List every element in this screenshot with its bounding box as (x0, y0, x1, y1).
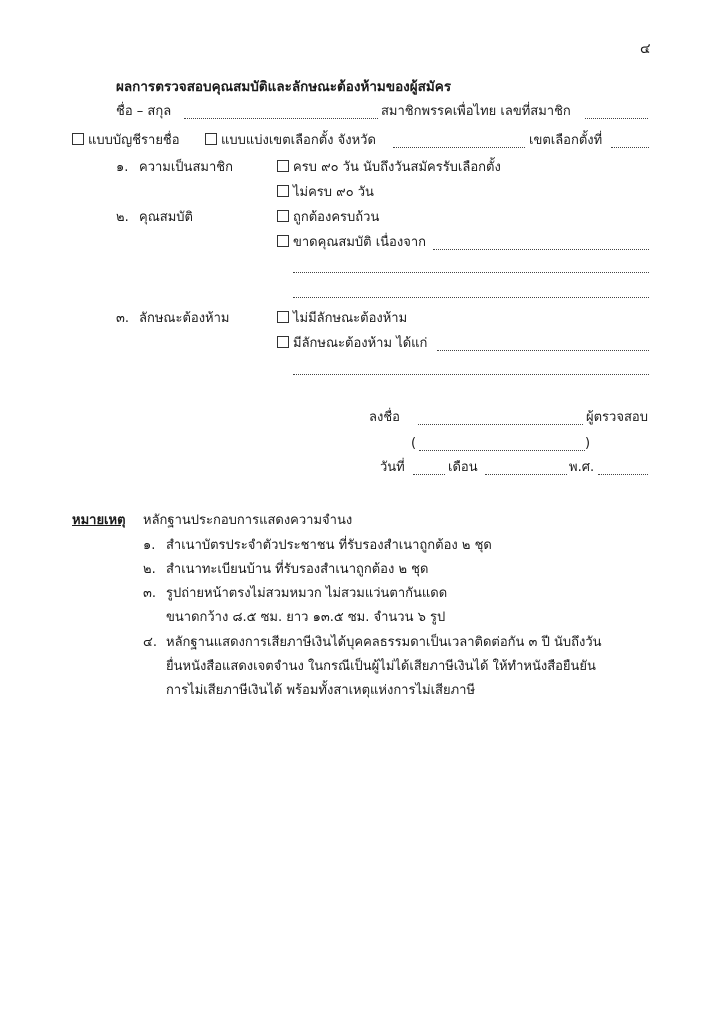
close-paren: ) (585, 436, 591, 451)
reason-field-line[interactable] (293, 272, 649, 273)
item-label: ความเป็นสมาชิก (139, 160, 233, 175)
month-field[interactable] (485, 474, 567, 475)
list-checkbox[interactable] (72, 133, 84, 145)
option-label: ถูกต้องครบถ้วน (293, 210, 380, 225)
list-option-label: แบบบัญชีรายชื่อ (88, 133, 180, 148)
date-label: วันที่ (380, 460, 405, 475)
option-row (277, 310, 407, 328)
item-number: ๑. (116, 160, 129, 175)
district-label: เขตเลือกตั้งที่ (529, 133, 603, 148)
year-field[interactable] (598, 474, 648, 475)
note-number: ๔. (143, 635, 157, 650)
item-label: คุณสมบัติ (139, 210, 193, 225)
constituency-checkbox[interactable] (205, 133, 217, 145)
note-line: รูปถ่ายหน้าตรงไม่สวมหมวก ไม่สวมแว่นตากันแดด (166, 586, 448, 601)
option-checkbox[interactable] (277, 210, 289, 222)
printed-name-field[interactable] (419, 450, 585, 451)
member-label: สมาชิกพรรคเพื่อไทย เลขที่สมาชิก (381, 104, 571, 119)
prohibition-field-line[interactable] (293, 374, 649, 375)
note-line: สำเนาทะเบียนบ้าน ที่รับรองสำเนาถูกต้อง ๒ ชุด (166, 562, 429, 577)
reason-field-line[interactable] (293, 297, 649, 298)
year-label: พ.ศ. (569, 460, 595, 475)
note-line: ขนาดกว้าง ๘.๕ ซม. ยาว ๑๓.๕ ซม. จำนวน ๖ รูป (166, 610, 446, 625)
option-row (277, 184, 374, 202)
item-label: ลักษณะต้องห้าม (139, 311, 230, 326)
note-line: หลักฐานแสดงการเสียภาษีเงินได้บุคคลธรรมดาเป็นเวลาติดต่อกัน ๓ ปี นับถึงวัน (166, 635, 602, 650)
note-number: ๑. (143, 538, 156, 553)
item-number: ๒. (116, 210, 129, 225)
sign-label: ลงชื่อ (369, 410, 400, 425)
option-row (277, 335, 427, 353)
open-paren: ( (411, 436, 417, 451)
province-field[interactable] (393, 147, 525, 148)
note-number: ๒. (143, 562, 156, 577)
constituency-option (205, 132, 376, 150)
option-checkbox[interactable] (277, 185, 289, 197)
constituency-option-label: แบบแบ่งเขตเลือกตั้ง จังหวัด (221, 133, 376, 148)
note-line: สำเนาบัตรประจำตัวประชาชน ที่รับรองสำเนาถูกต้อง ๒ ชุด (166, 538, 492, 553)
option-row (277, 234, 426, 252)
option-checkbox[interactable] (277, 336, 289, 348)
option-row (277, 209, 379, 227)
month-label: เดือน (448, 460, 478, 475)
note-line: การไม่เสียภาษีเงินได้ พร้อมทั้งสาเหตุแห่งการไม่เสียภาษี (166, 683, 476, 698)
option-label: ไม่ครบ ๙๐ วัน (293, 185, 374, 200)
option-label: ไม่มีลักษณะต้องห้าม (293, 311, 408, 326)
day-field[interactable] (413, 474, 445, 475)
note-intro: หลักฐานประกอบการแสดงความจำนง (143, 513, 353, 528)
option-row (277, 159, 501, 177)
note-number: ๓. (143, 586, 157, 601)
list-option (72, 132, 180, 150)
option-checkbox[interactable] (277, 160, 289, 172)
page-number: ๔ (640, 41, 651, 57)
name-label: ชื่อ – สกุล (116, 104, 172, 119)
option-checkbox[interactable] (277, 235, 289, 247)
reason-field[interactable] (433, 249, 649, 250)
note-line: ยื่นหนังสือแสดงเจตจำนง ในกรณีเป็นผู้ไม่ได้เสียภาษีเงินได้ ให้ทำหนังสือยืนยัน (166, 659, 596, 674)
note-heading: หมายเหตุ (72, 513, 126, 528)
page-title: ผลการตรวจสอบคุณสมบัติและลักษณะต้องห้ามของผู้สมัคร (116, 79, 452, 95)
name-field[interactable] (184, 118, 378, 119)
option-label: ขาดคุณสมบัติ เนื่องจาก (293, 235, 426, 250)
member-number-field[interactable] (585, 118, 648, 119)
signature-field[interactable] (418, 424, 583, 425)
prohibition-field[interactable] (437, 350, 649, 351)
inspector-role: ผู้ตรวจสอบ (586, 410, 648, 425)
district-field[interactable] (611, 147, 649, 148)
option-label: มีลักษณะต้องห้าม ได้แก่ (293, 336, 428, 351)
item-number: ๓. (116, 311, 130, 326)
option-label: ครบ ๙๐ วัน นับถึงวันสมัครรับเลือกตั้ง (293, 160, 501, 175)
option-checkbox[interactable] (277, 311, 289, 323)
